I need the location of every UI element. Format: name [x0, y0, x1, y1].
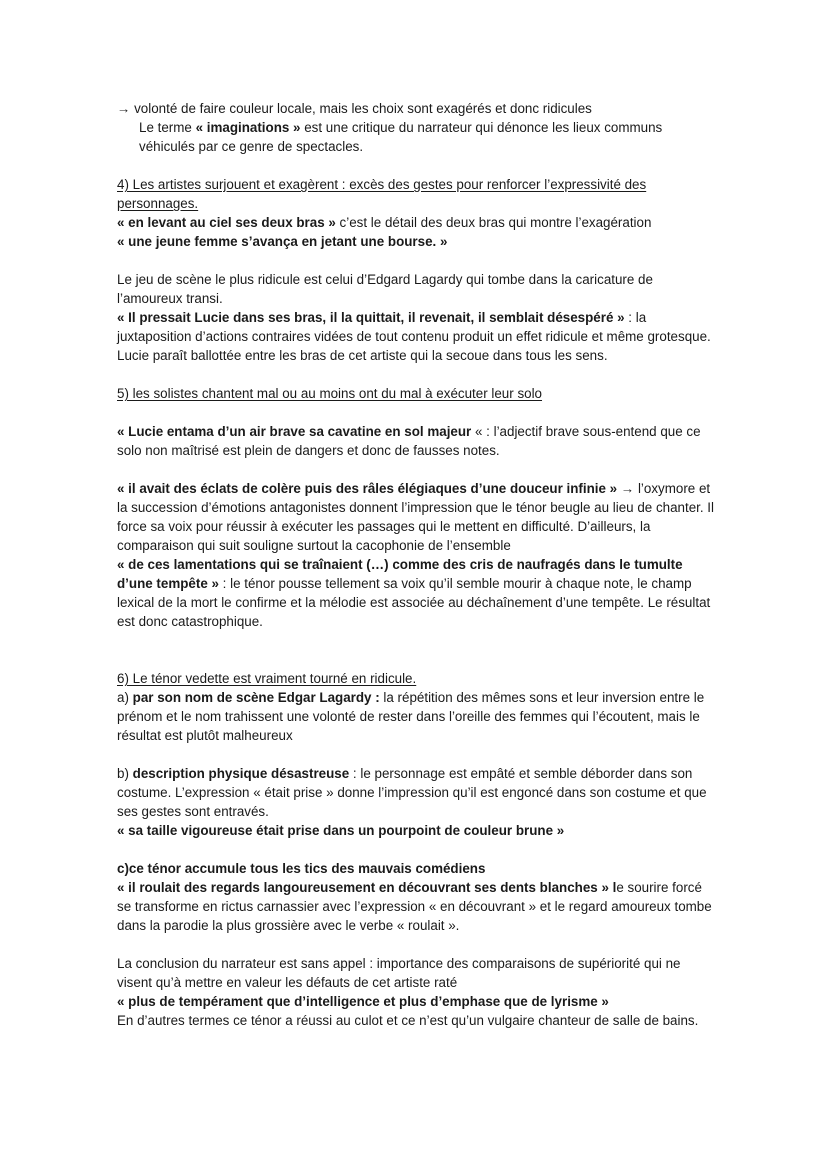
section-5-quote-3: « de ces lamentations qui se traînaient (…) comme des cris de naufragés dans le tumulte d’une tempête » : le ténor pousse tellement sa voix qu’il semble mourir à chaque note, le champ lexical de la mort le confirme et la mélodie est associée au déchaînement d’une tempête. Le résultat est donc catastrophique.: [117, 557, 711, 629]
section-4-quote-3: « Il pressait Lucie dans ses bras, il la quittait, il revenait, il semblait désespéré » : la juxtaposition d’actions contraires vidées de tout contenu produit un effet ridicule et même grotesque. Lucie paraît ballottée entre les bras de cet artiste qui la secoue dans tous les sens.: [117, 310, 711, 363]
final-paragraph: En d’autres termes ce ténor a réussi au culot et ce n’est qu’un vulgaire chanteur de salle de bains.: [117, 1013, 699, 1028]
section-6-heading: 6) Le ténor vedette est vraiment tourné en ridicule.: [117, 671, 417, 686]
section-6-point-c-heading: c)ce ténor accumule tous les tics des mauvais comédiens: [117, 861, 486, 876]
section-4-quote-1: « en levant au ciel ses deux bras » c’est le détail des deux bras qui montre l’exagération: [117, 215, 652, 230]
section-6-point-b: b) description physique désastreuse : le personnage est empâté et semble déborder dans son costume. L’expression « était prise » donne l’impression qu’il est engoncé dans son costume et que ses gestes sont entravés.: [117, 766, 707, 819]
section-6-point-c: « il roulait des regards langoureusement en découvrant ses dents blanches » le sourire forcé se transforme en rictus carnassier avec l’expression « en découvrant » et le regard amoureux tombe dans la parodie la plus grossière avec le verbe « roulait ».: [117, 880, 712, 933]
section-5-quote-1: « Lucie entama d’un air brave sa cavatine en sol majeur « : l’adjectif brave sous-entend que ce solo non maîtrisé est plein de dangers et donc de fausses notes.: [117, 424, 701, 458]
section-5-heading: 5) les solistes chantent mal ou au moins ont du mal à exécuter leur solo: [117, 386, 543, 401]
intro-paragraph: Le terme « imaginations » est une critique du narrateur qui dénonce les lieux communs véhiculés par ce genre de spectacles.: [139, 120, 663, 154]
section-5-quote-2: « il avait des éclats de colère puis des râles élégiaques d’une douceur infinie » → l’oxymore et la succession d’émotions antagonistes donnent l’impression que le ténor beugle au lieu de chanter. Il force sa voix pour réussir à exécuter les passages qui le mettent en difficulté. D’ailleurs, la comparaison qui suit souligne surtout la cacophonie de l’ensemble: [117, 481, 715, 553]
section-6-point-a: a) par son nom de scène Edgar Lagardy : la répétition des mêmes sons et leur inversion entre le prénom et le nom trahissent une volonté de rester dans l’oreille des femmes qui l’écoutent, mais le résultat est plutôt malheureux: [117, 690, 705, 743]
section-6-point-b-quote: « sa taille vigoureuse était prise dans un pourpoint de couleur brune »: [117, 823, 565, 838]
conclusion-paragraph: La conclusion du narrateur est sans appel : importance des comparaisons de supériorité qui ne visent qu’à mettre en valeur les défauts de cet artiste raté: [117, 956, 681, 990]
conclusion-quote: « plus de tempérament que d’intelligence et plus d’emphase que de lyrisme »: [117, 994, 609, 1009]
section-4-paragraph: Le jeu de scène le plus ridicule est celui d’Edgard Lagardy qui tombe dans la caricature de l’amoureux transi.: [117, 272, 653, 306]
intro-arrow-line: → volonté de faire couleur locale, mais les choix sont exagérés et donc ridicules: [117, 101, 592, 116]
document-body: [117, 99, 717, 1030]
section-4-heading: 4) Les artistes surjouent et exagèrent : excès des gestes pour renforcer l’expressivité des personnages.: [117, 177, 647, 211]
section-4-quote-2: « une jeune femme s’avança en jetant une bourse. »: [117, 234, 448, 249]
